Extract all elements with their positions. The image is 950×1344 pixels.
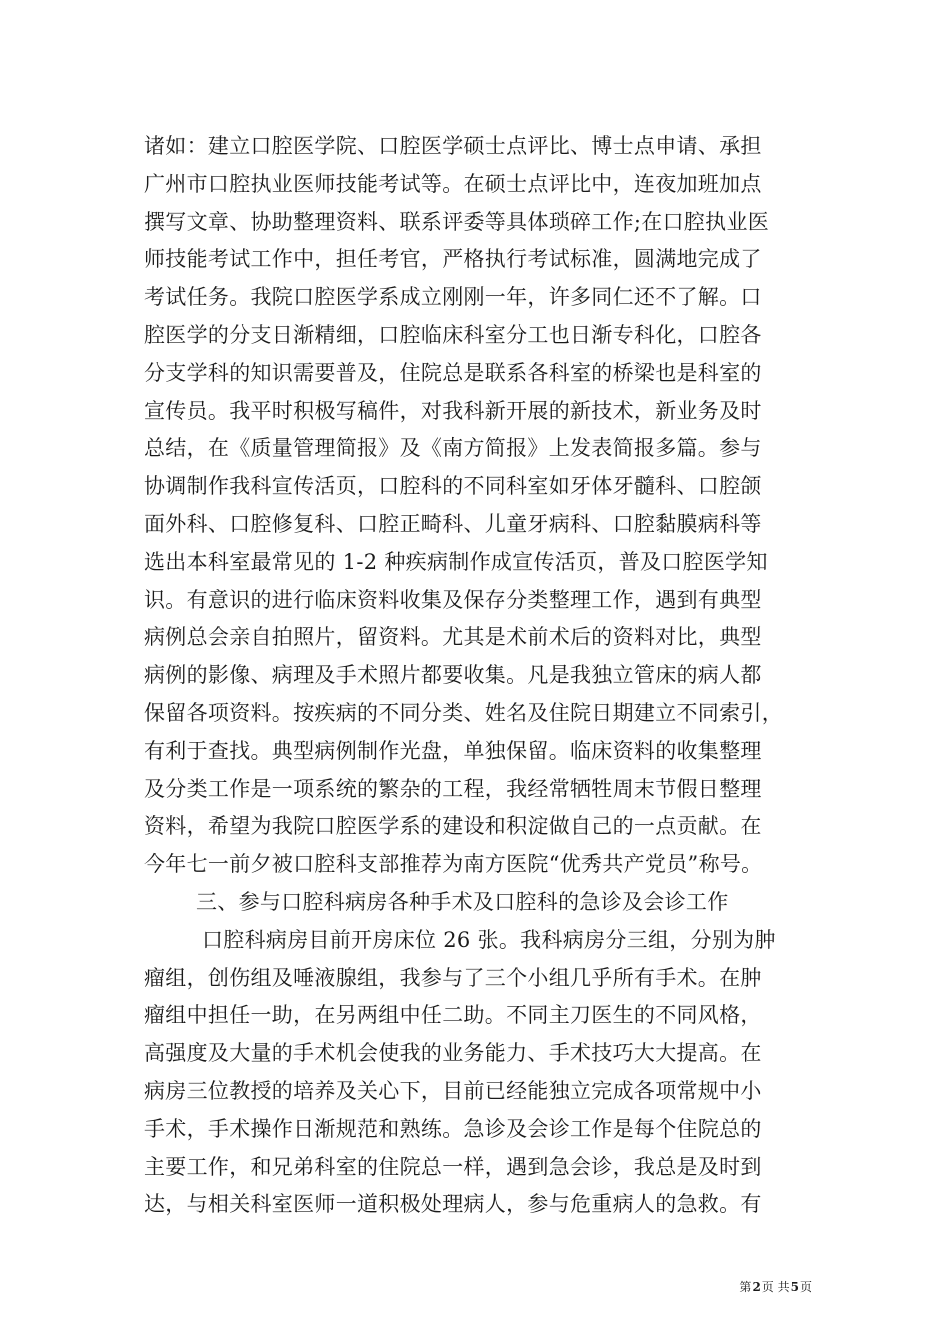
section-heading: 三、参与口腔科病房各种手术及口腔科的急诊及会诊工作	[196, 889, 729, 914]
text-line: 高强度及大量的手术机会使我的业务能力、手术技巧大大提高。在	[144, 1041, 762, 1066]
text-line: 达，与相关科室医师一道积极处理病人，参与危重病人的急救。有	[144, 1192, 762, 1217]
text-line: 手术，手术操作日渐规范和熟练。急诊及会诊工作是每个住院总的	[144, 1116, 762, 1141]
text-line: 瘤组中担任一助，在另两组中任二助。不同主刀医生的不同风格，	[144, 1003, 762, 1028]
footer-suffix: 页	[799, 1280, 812, 1294]
text-line: 腔医学的分支日渐精细，口腔临床科室分工也日渐专科化，口腔各	[144, 322, 762, 347]
text-line: 撰写文章、协助整理资料、联系评委等具体琐碎工作;在口腔执业医	[144, 209, 770, 234]
text-line: 考试任务。我院口腔医学系成立刚刚一年，许多同仁还不了解。口	[144, 285, 762, 310]
footer-middle: 页 共	[761, 1280, 790, 1294]
text-line: 保留各项资料。按疾病的不同分类、姓名及住院日期建立不同索引，	[144, 700, 783, 725]
text-line: 广州市口腔执业医师技能考试等。在硕士点评比中，连夜加班加点	[144, 171, 762, 196]
footer-prefix: 第	[739, 1280, 752, 1294]
text-line: 分支学科的知识需要普及，住院总是联系各科室的桥梁也是科室的	[144, 360, 762, 385]
text-line: 总结，在《质量管理简报》及《南方简报》上发表简报多篇。参与	[144, 436, 762, 461]
text-line: 有利于查找。典型病例制作光盘，单独保留。临床资料的收集整理	[144, 738, 762, 763]
paragraph-first-line: 口腔科病房目前开房床位 26 张。我科病房分三组，分别为肿	[202, 927, 776, 952]
text-line: 识。有意识的进行临床资料收集及保存分类整理工作，遇到有典型	[144, 587, 762, 612]
text-line: 病例的影像、病理及手术照片都要收集。凡是我独立管床的病人都	[144, 663, 762, 688]
text-line: 宣传员。我平时积极写稿件，对我科新开展的新技术，新业务及时	[144, 398, 762, 423]
text-line: 今年七一前夕被口腔科支部推荐为南方医院“优秀共产党员”称号。	[144, 852, 763, 877]
text-line: 及分类工作是一项系统的繁杂的工程，我经常牺牲周末节假日整理	[144, 776, 762, 801]
text-line: 选出本科室最常见的 1-2 种疾病制作成宣传活页，普及口腔医学知	[144, 549, 768, 574]
text-line: 资料，希望为我院口腔医学系的建设和积淀做自己的一点贡献。在	[144, 814, 762, 839]
text-line: 病房三位教授的培养及关心下，目前已经能独立完成各项常规中小	[144, 1078, 762, 1103]
text-line: 病例总会亲自拍照片，留资料。尤其是术前术后的资料对比，典型	[144, 625, 762, 650]
text-line: 诸如：建立口腔医学院、口腔医学硕士点评比、博士点申请、承担	[144, 134, 762, 158]
total-pages-number: 5	[790, 1280, 799, 1294]
current-page-number: 2	[752, 1280, 761, 1294]
document-body	[144, 128, 816, 1224]
text-line: 师技能考试工作中，担任考官，严格执行考试标准，圆满地完成了	[144, 247, 762, 272]
text-line: 协调制作我科宣传活页，口腔科的不同科室如牙体牙髓科、口腔颌	[144, 474, 762, 499]
text-line: 面外科、口腔修复科、口腔正畸科、儿童牙病科、口腔黏膜病科等	[144, 511, 762, 536]
text-line: 主要工作，和兄弟科室的住院总一样，遇到急会诊，我总是及时到	[144, 1154, 762, 1179]
text-line: 瘤组，创伤组及唾液腺组，我参与了三个小组几乎所有手术。在肿	[144, 965, 762, 990]
page-footer	[0, 1278, 812, 1295]
